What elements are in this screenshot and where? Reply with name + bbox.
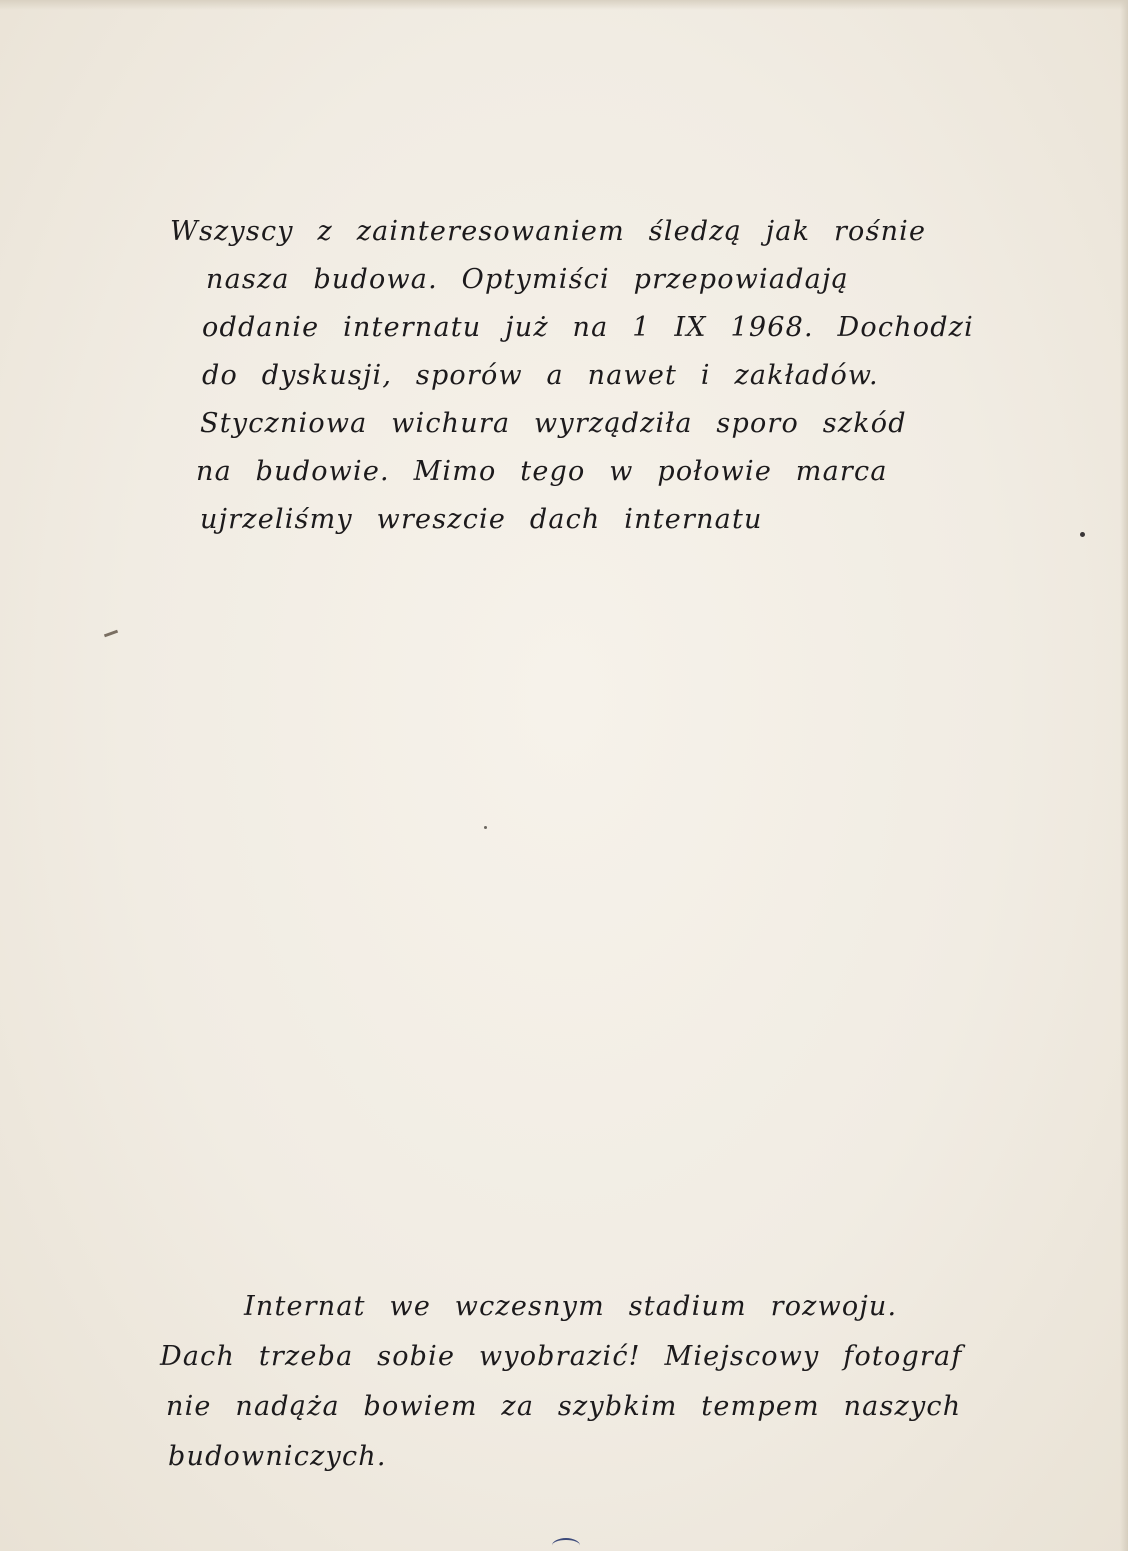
paragraph-top (170, 208, 974, 544)
ink-speck (1080, 532, 1085, 537)
ink-speck (484, 826, 487, 829)
text-line: nasza budowa. Optymiści przepowiadają (206, 264, 849, 295)
text-line: ujrzeliśmy wreszcie dach internatu (200, 504, 763, 535)
text-line: Dach trzeba sobie wyobrazić! Miejscowy fotograf (160, 1341, 963, 1372)
text-line: nie nadąża bowiem za szybkim tempem naszych (166, 1391, 962, 1422)
text-line: Styczniowa wichura wyrządziła sporo szkód (200, 408, 907, 439)
page-number-mark (552, 1538, 580, 1551)
text-line: Wszyscy z zainteresowaniem śledzą jak rośnie (170, 216, 927, 247)
text-line: budowniczych. (168, 1441, 387, 1472)
text-line: oddanie internatu już na 1 IX 1968. Dochodzi (202, 312, 974, 343)
paragraph-bottom (160, 1282, 963, 1482)
text-line: na budowie. Mimo tego w połowie marca (196, 456, 888, 487)
text-line: Internat we wczesnym stadium rozwoju. (244, 1291, 898, 1322)
text-line: do dyskusji, sporów a nawet i zakładów. (202, 360, 879, 391)
pencil-mark (104, 630, 118, 638)
